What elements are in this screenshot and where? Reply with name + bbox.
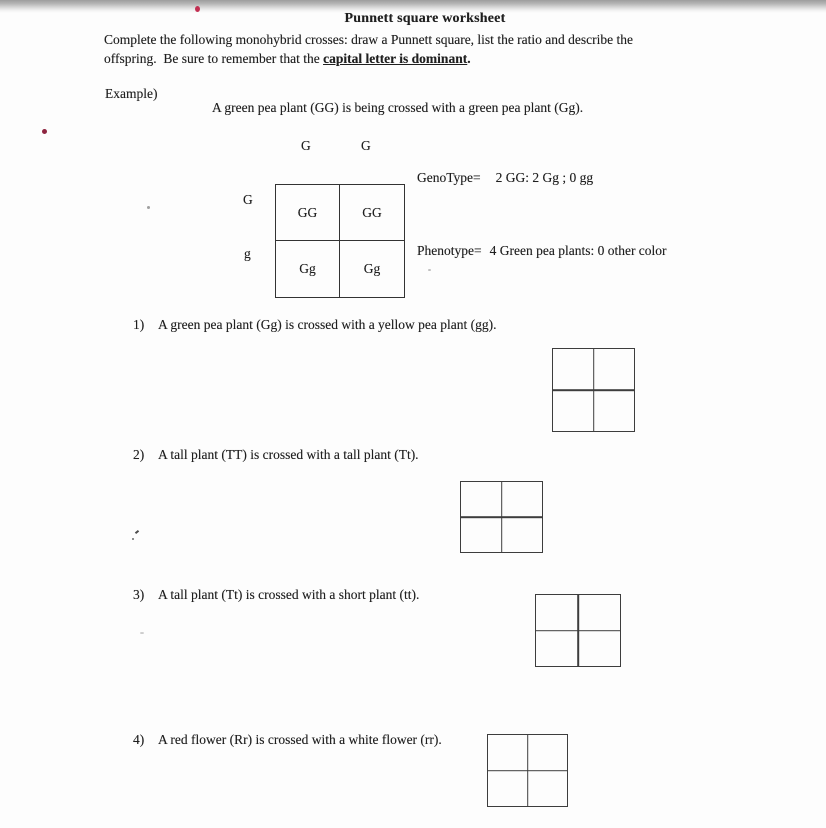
phenotype-line bbox=[417, 243, 667, 259]
question-2 bbox=[133, 447, 419, 463]
genotype-label: GenoType= bbox=[417, 170, 481, 185]
answer-punnett-square-4 bbox=[487, 734, 568, 807]
example-prompt: A green pea plant (GG) is being crossed with a green pea plant (Gg). bbox=[212, 100, 584, 115]
answer-punnett-square-2 bbox=[460, 481, 543, 553]
question-text: A red flower (Rr) is crossed with a white flower (rr). bbox=[158, 732, 442, 747]
punnett-cell: GG bbox=[276, 185, 340, 241]
phenotype-value: 4 Green pea plants: 0 other color bbox=[489, 243, 667, 258]
question-number: 3) bbox=[133, 587, 145, 602]
scan-artifact-speck bbox=[140, 632, 144, 634]
question-number: 1) bbox=[133, 317, 145, 332]
genotype-value: 2 GG: 2 Gg ; 0 gg bbox=[495, 170, 594, 185]
scan-artifact-mark bbox=[135, 530, 139, 534]
scan-artifact-speck bbox=[147, 206, 150, 209]
example-punnett-square bbox=[275, 184, 405, 298]
genotype-line bbox=[417, 170, 593, 186]
question-3 bbox=[133, 587, 419, 603]
phenotype-label: Phenotype= bbox=[417, 243, 482, 258]
question-1 bbox=[133, 317, 497, 333]
scan-artifact-mark bbox=[132, 538, 134, 540]
question-text: A green pea plant (Gg) is crossed with a yellow pea plant (gg). bbox=[158, 317, 497, 332]
punnett-cell: GG bbox=[340, 185, 404, 241]
question-text: A tall plant (Tt) is crossed with a short plant (tt). bbox=[158, 587, 420, 602]
punnett-cell: Gg bbox=[363, 261, 381, 276]
instructions-paragraph bbox=[104, 31, 724, 68]
instructions-line2-prefix: offspring. Be sure to remember that the bbox=[104, 50, 324, 66]
question-number: 4) bbox=[133, 732, 145, 747]
scan-artifact-red-dot bbox=[42, 129, 47, 134]
scan-artifact-speck bbox=[428, 269, 431, 271]
punnett-cell: Gg bbox=[276, 241, 340, 297]
instructions-line1: Complete the following monohybrid crosses: draw a Punnett square, list the ratio and describe the bbox=[104, 32, 634, 47]
question-4 bbox=[133, 732, 442, 748]
question-number: 2) bbox=[133, 447, 145, 462]
page-title: Punnett square worksheet bbox=[344, 11, 506, 26]
answer-punnett-square-3 bbox=[535, 594, 621, 667]
punnett-col-header: G bbox=[361, 138, 371, 153]
punnett-row-header: g bbox=[244, 246, 251, 261]
example-label: Example) bbox=[105, 86, 158, 101]
answer-punnett-square-1 bbox=[552, 348, 635, 432]
question-text: A tall plant (TT) is crossed with a tall plant (Tt). bbox=[158, 447, 419, 462]
instructions-line2-suffix: . bbox=[467, 50, 471, 66]
punnett-col-header: G bbox=[301, 138, 311, 153]
punnett-row-header: G bbox=[243, 192, 253, 207]
instructions-emphasis: capital letter is dominant bbox=[323, 50, 468, 66]
